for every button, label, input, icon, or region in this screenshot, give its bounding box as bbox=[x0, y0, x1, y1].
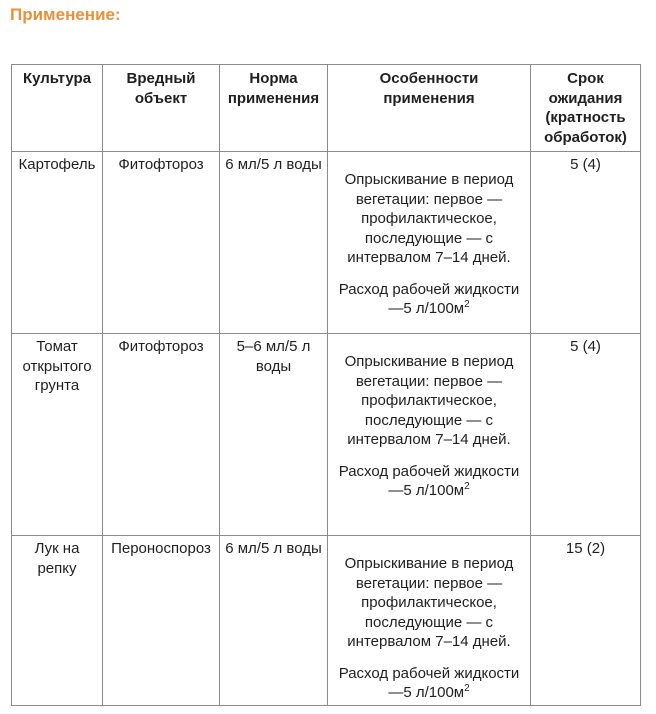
crop-line: Картофель bbox=[18, 156, 96, 173]
superscript: 2 bbox=[464, 299, 470, 310]
note-line: вегетации: первое — bbox=[355, 190, 503, 208]
header-line: (кратность bbox=[545, 109, 626, 126]
note-line: Опрыскивание в период bbox=[344, 353, 514, 370]
table-row bbox=[12, 152, 641, 334]
header-line: обработок) bbox=[544, 128, 627, 146]
rate-cell bbox=[220, 152, 328, 334]
consumption-line bbox=[328, 683, 530, 703]
note-line: интервалом 7–14 дней. bbox=[347, 431, 511, 448]
crop-line: грунта bbox=[34, 377, 80, 394]
header-line: применения bbox=[383, 89, 475, 107]
consumption-note bbox=[328, 280, 530, 319]
consumption-line: Расход рабочей жидкости bbox=[338, 462, 520, 480]
note-line: профилактическое, bbox=[361, 210, 497, 227]
features-cell bbox=[328, 152, 531, 334]
consumption-value: —5 л/100м bbox=[388, 684, 465, 701]
pest-cell: Пероноспороз bbox=[103, 536, 220, 706]
crop-cell bbox=[12, 536, 103, 706]
rate-line: 6 мл/5 л воды bbox=[225, 156, 322, 173]
header-line: объект bbox=[134, 89, 188, 107]
crop-line: открытого bbox=[22, 357, 92, 375]
consumption-line: Расход рабочей жидкости bbox=[338, 664, 520, 682]
features-cell bbox=[328, 536, 531, 706]
header-line: применения bbox=[227, 89, 320, 107]
crop-line: Лук на bbox=[34, 540, 80, 557]
header-line: Вредный bbox=[126, 70, 196, 87]
header-features bbox=[328, 65, 531, 152]
rate-line: 5–6 мл/5 л bbox=[236, 338, 311, 355]
note-line: последующие — с bbox=[364, 411, 494, 429]
header-line: Культура bbox=[22, 70, 92, 87]
rate-line: воды bbox=[255, 357, 292, 375]
header-crop bbox=[12, 65, 103, 152]
pest-cell: Фитофтороз bbox=[103, 152, 220, 334]
table-row bbox=[12, 334, 641, 536]
consumption-line: Расход рабочей жидкости bbox=[338, 280, 520, 298]
rate-cell bbox=[220, 536, 328, 706]
waiting-cell: 5 (4) bbox=[531, 152, 641, 334]
crop-line: репку bbox=[37, 559, 77, 577]
header-line: ожидания bbox=[548, 89, 623, 107]
note-line: последующие — с bbox=[364, 229, 494, 247]
rate-line: 6 мл/5 л воды bbox=[225, 540, 322, 557]
consumption-note bbox=[328, 664, 530, 703]
note-line: интервалом 7–14 дней. bbox=[347, 249, 511, 266]
crop-line: Томат bbox=[36, 338, 78, 355]
treatment-note bbox=[328, 352, 530, 450]
table-row bbox=[12, 536, 641, 706]
superscript: 2 bbox=[464, 481, 470, 492]
superscript: 2 bbox=[464, 683, 470, 694]
note-line: профилактическое, bbox=[361, 594, 497, 611]
crop-cell bbox=[12, 152, 103, 334]
header-line: Особенности bbox=[379, 70, 479, 87]
note-line: вегетации: первое — bbox=[355, 574, 503, 592]
consumption-note bbox=[328, 462, 530, 501]
note-line: Опрыскивание в период bbox=[344, 555, 514, 572]
consumption-line bbox=[328, 481, 530, 501]
application-table bbox=[11, 64, 641, 706]
crop-cell bbox=[12, 334, 103, 536]
consumption-line bbox=[328, 299, 530, 319]
section-heading: Применение: bbox=[10, 5, 121, 24]
note-line: вегетации: первое — bbox=[355, 372, 503, 390]
note-line: профилактическое, bbox=[361, 392, 497, 409]
header-rate bbox=[220, 65, 328, 152]
consumption-value: —5 л/100м bbox=[388, 482, 465, 499]
header-line: Норма bbox=[249, 70, 298, 87]
note-line: последующие — с bbox=[364, 613, 494, 631]
treatment-note bbox=[328, 554, 530, 652]
consumption-value: —5 л/100м bbox=[388, 300, 465, 317]
note-line: Опрыскивание в период bbox=[344, 171, 514, 188]
treatment-note bbox=[328, 170, 530, 268]
waiting-cell: 15 (2) bbox=[531, 536, 641, 706]
rate-cell bbox=[220, 334, 328, 536]
pest-cell: Фитофтороз bbox=[103, 334, 220, 536]
waiting-cell: 5 (4) bbox=[531, 334, 641, 536]
header-line: Срок bbox=[567, 70, 604, 87]
features-cell bbox=[328, 334, 531, 536]
header-waiting-period bbox=[531, 65, 641, 152]
header-pest bbox=[103, 65, 220, 152]
table-header-row bbox=[12, 65, 641, 152]
note-line: интервалом 7–14 дней. bbox=[347, 633, 511, 650]
